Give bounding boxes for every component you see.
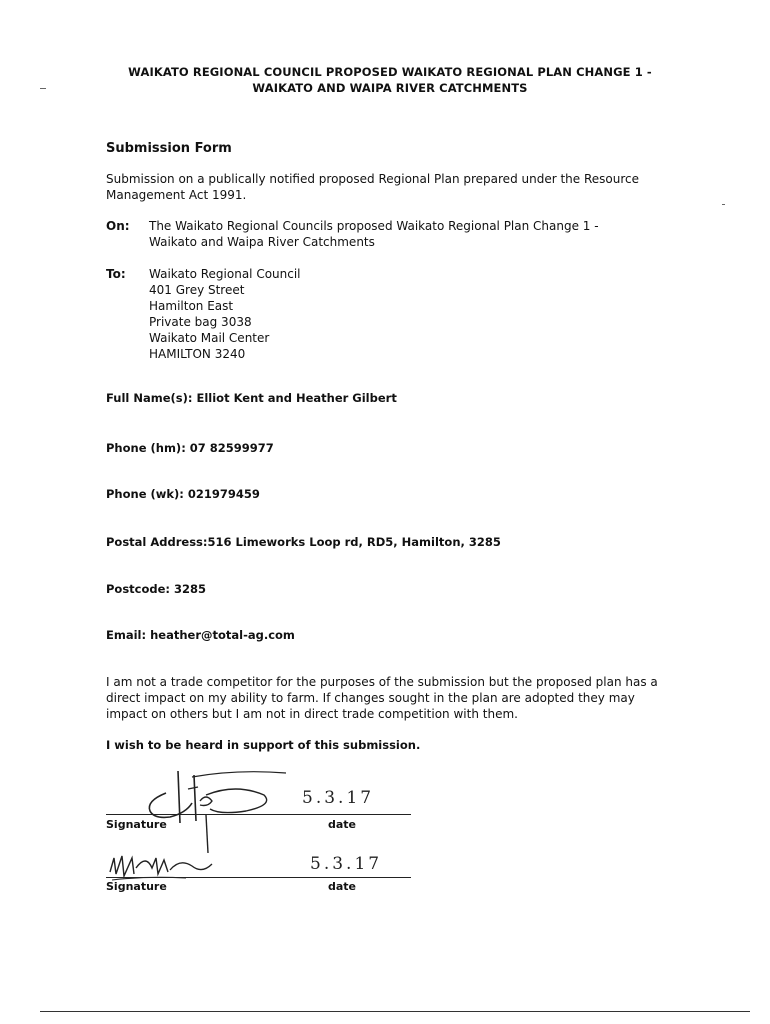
trade-competitor-statement: I am not a trade competitor for the purposes of the submission but the proposed plan has a direct impact on my ability to farm. If changes sought in the plan are adopted they may impact on others but I am not in direct trade competition with them. [106, 675, 658, 721]
address-line: Waikato Mail Center [149, 331, 270, 345]
email-field: Email: heather@total-ag.com [106, 628, 295, 642]
header-line-1: WAIKATO REGIONAL COUNCIL PROPOSED WAIKATO REGIONAL PLAN CHANGE 1 - [128, 65, 652, 79]
bottom-rule [40, 1011, 750, 1012]
address-line: Hamilton East [149, 299, 234, 313]
scan-speck [722, 204, 725, 205]
full-name-field: Full Name(s): Elliot Kent and Heather Gilbert [106, 391, 397, 405]
address-line: HAMILTON 3240 [149, 347, 246, 361]
signature-block-1 [106, 775, 416, 835]
address-line: Waikato Regional Council [149, 267, 301, 281]
on-line: The Waikato Regional Councils proposed Waikato Regional Plan Change 1 - [149, 219, 599, 233]
signature-block-2 [106, 850, 416, 900]
document-header [100, 64, 680, 96]
signature-line-1 [106, 814, 411, 815]
wish-to-be-heard: I wish to be heard in support of this submission. [106, 738, 421, 752]
date-label-1: date [328, 818, 357, 831]
handwritten-signature-1 [136, 765, 306, 855]
phone-work-field: Phone (wk): 021979459 [106, 487, 260, 501]
date-label-2: date [328, 880, 357, 893]
signature-line-2 [106, 877, 411, 878]
to-label: To: [106, 267, 126, 281]
on-value [149, 218, 669, 250]
handwritten-date-2: 5.3.17 [310, 854, 383, 874]
scan-speck [40, 88, 46, 89]
to-address [149, 266, 669, 362]
postal-address-field: Postal Address:516 Limeworks Loop rd, RD5, Hamilton, 3285 [106, 535, 501, 549]
on-label: On: [106, 219, 130, 233]
address-line: Private bag 3038 [149, 315, 252, 329]
address-line: 401 Grey Street [149, 283, 245, 297]
phone-home-field: Phone (hm): 07 82599977 [106, 441, 274, 455]
form-title: Submission Form [106, 141, 232, 156]
on-line: Waikato and Waipa River Catchments [149, 235, 375, 249]
postcode-field: Postcode: 3285 [106, 582, 207, 596]
signature-label-2: Signature [106, 880, 167, 893]
signature-label-1: Signature [106, 818, 167, 831]
header-line-2: WAIKATO AND WAIPA RIVER CATCHMENTS [252, 81, 528, 95]
intro-paragraph: Submission on a publically notified proposed Regional Plan prepared under the Resource Management Act 1991. [106, 172, 639, 202]
handwritten-date-1: 5.3.17 [302, 788, 375, 808]
